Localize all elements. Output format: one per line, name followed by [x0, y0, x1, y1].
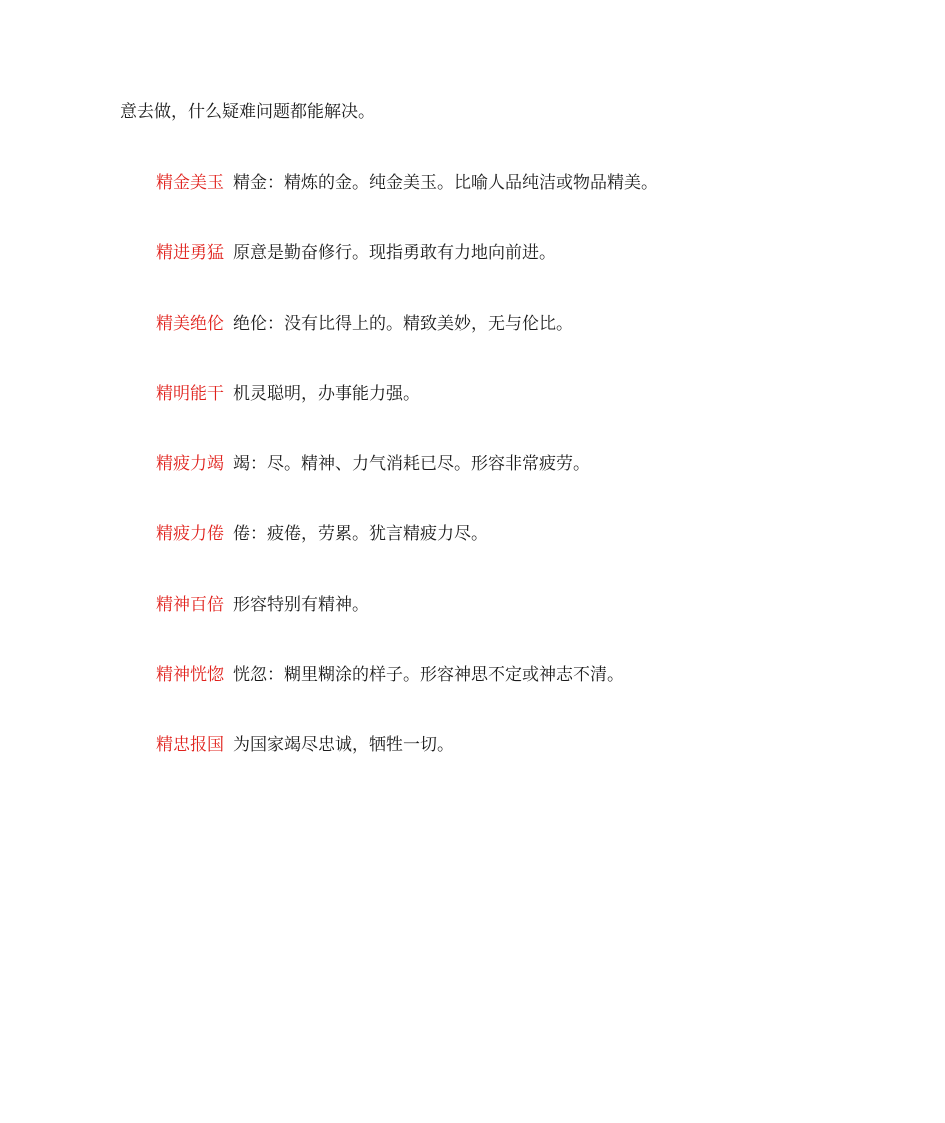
idiom-term: 精神百倍 [156, 594, 224, 615]
idiom-definition: 原意是勤奋修行。现指勇敢有力地向前进。 [233, 243, 556, 264]
idiom-definition: 恍忽：糊里糊涂的样子。形容神思不定或神志不清。 [233, 665, 624, 686]
idiom-definition: 精金：精炼的金。纯金美玉。比喻人品纯洁或物品精美。 [233, 173, 658, 193]
idiom-entry [156, 171, 658, 241]
idiom-definition: 为国家竭尽忠诚，牺牲一切。 [233, 735, 454, 756]
idiom-entry [156, 312, 658, 382]
idiom-term: 精明能干 [156, 383, 224, 404]
idiom-entry [156, 241, 658, 311]
idiom-term: 精金美玉 [156, 173, 224, 193]
idiom-entry [156, 382, 658, 452]
idiom-definition: 竭：尽。精神、力气消耗已尽。形容非常疲劳。 [233, 454, 590, 475]
idiom-definition: 机灵聪明，办事能力强。 [233, 383, 420, 404]
idiom-definition: 绝伦：没有比得上的。精致美妙，无与伦比。 [233, 313, 573, 334]
idiom-list [156, 171, 658, 804]
idiom-entry [156, 522, 658, 592]
idiom-entry [156, 733, 658, 803]
idiom-term: 精疲力竭 [156, 454, 224, 475]
idiom-term: 精神恍惚 [156, 665, 224, 686]
idiom-entry [156, 593, 658, 663]
idiom-definition: 倦：疲倦，劳累。犹言精疲力尽。 [233, 524, 488, 545]
idiom-definition: 形容特别有精神。 [233, 594, 369, 615]
idiom-term: 精进勇猛 [156, 243, 224, 264]
lead-paragraph: 意去做，什么疑难问题都能解决。 [120, 102, 375, 122]
idiom-term: 精疲力倦 [156, 524, 224, 545]
idiom-term: 精美绝伦 [156, 313, 224, 334]
idiom-entry [156, 452, 658, 522]
idiom-entry [156, 663, 658, 733]
idiom-term: 精忠报国 [156, 735, 224, 756]
